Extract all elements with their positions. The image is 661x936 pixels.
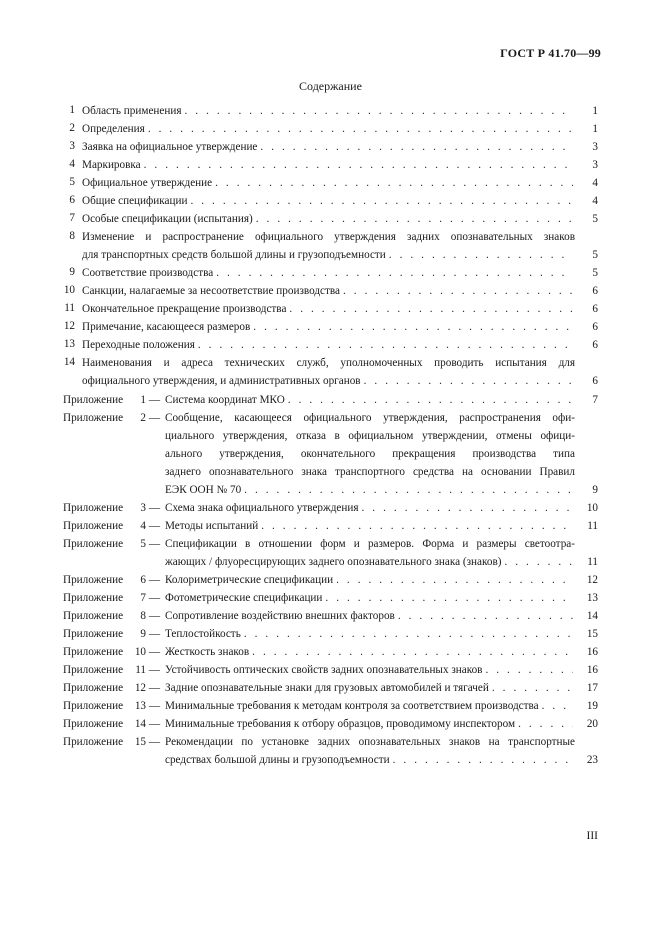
appendix-number: 7 —	[140, 592, 160, 604]
toc-entry-line	[165, 481, 575, 499]
toc-entry-line	[165, 427, 575, 445]
toc-entry-section	[0, 156, 661, 174]
dot-leader	[260, 138, 573, 156]
section-title	[82, 318, 575, 336]
section-number: 13	[63, 338, 75, 350]
toc-entry-line	[165, 571, 575, 589]
appendix-prefix: Приложение	[63, 718, 124, 730]
toc-entry-text: Система координат МКО	[165, 394, 285, 406]
toc-entry-section	[0, 318, 661, 336]
appendix-number: 9 —	[140, 628, 160, 640]
toc-entry-text: официального утверждения, и административных органов	[82, 375, 361, 387]
toc-entry-text: для транспортных средств большой длины и грузоподъемности	[82, 249, 386, 261]
appendix-prefix: Приложение	[63, 538, 124, 550]
toc-entry-appendix	[0, 733, 661, 769]
section-title	[82, 336, 575, 354]
page-ref: 11	[587, 556, 598, 568]
section-title	[82, 174, 575, 192]
toc-entry-line	[165, 499, 575, 517]
toc-entry-text: Теплостойкость	[165, 628, 241, 640]
dot-leader	[190, 192, 573, 210]
section-title	[82, 138, 575, 156]
appendix-prefix: Приложение	[63, 412, 124, 424]
dot-leader	[518, 715, 573, 733]
dot-leader	[144, 156, 573, 174]
toc-entry-text: заднего опознавательного знака транспортного средства на основании Правил	[165, 466, 575, 478]
section-title	[82, 300, 575, 318]
appendix-prefix: Приложение	[63, 502, 124, 514]
toc-entry-line	[82, 300, 575, 318]
toc-entry-appendix	[0, 391, 661, 409]
dot-leader	[252, 643, 573, 661]
dot-leader	[215, 174, 573, 192]
toc-entry-text: циального утверждения, отказа в официальном утверждении, отмены офици-	[165, 430, 575, 442]
toc-entry-line	[165, 751, 575, 769]
dot-leader	[336, 571, 573, 589]
toc-entry-text: Официальное утверждение	[82, 177, 213, 189]
toc-entry-appendix	[0, 571, 661, 589]
appendix-title	[165, 409, 575, 499]
page-ref: 19	[586, 700, 598, 712]
dot-leader	[288, 391, 573, 409]
toc-entry-line	[165, 643, 575, 661]
page-ref: 3	[592, 159, 598, 171]
toc-entry-text: Санкции, налагаемые за несоответствие производства	[82, 285, 340, 297]
toc-entry-appendix	[0, 589, 661, 607]
toc-entry-line	[165, 445, 575, 463]
toc-entry-appendix	[0, 535, 661, 571]
toc-entry-text: Переходные положения	[82, 339, 195, 351]
page-ref: 16	[586, 646, 598, 658]
toc-entry-line	[82, 174, 575, 192]
toc-entry-text: Особые спецификации (испытания)	[82, 213, 253, 225]
toc-entry-text: Минимальные требования к отбору образцов, проводимому инспектором	[165, 718, 516, 730]
toc-entry-appendix	[0, 679, 661, 697]
appendix-title	[165, 697, 575, 715]
toc-entry-appendix	[0, 409, 661, 499]
appendix-prefix: Приложение	[63, 646, 124, 658]
section-number: 4	[69, 158, 75, 170]
toc-entry-section	[0, 228, 661, 264]
document-number: ГОСТ Р 41.70—99	[500, 46, 601, 60]
toc-entry-line	[82, 120, 575, 138]
section-number: 11	[64, 302, 75, 314]
toc-entry-appendix	[0, 697, 661, 715]
section-title	[82, 102, 575, 120]
appendix-number: 11 —	[135, 664, 160, 676]
page-ref: 4	[592, 195, 598, 207]
toc-entry-text: Соответствие производства	[82, 267, 214, 279]
toc-entry-text: средствах большой длины и грузоподъемности	[165, 754, 390, 766]
appendix-prefix: Приложение	[63, 520, 124, 532]
toc-entry-section	[0, 138, 661, 156]
appendix-prefix: Приложение	[63, 736, 124, 748]
appendix-prefix: Приложение	[63, 574, 124, 586]
dot-leader	[289, 300, 573, 318]
section-number: 3	[69, 140, 75, 152]
page-ref: 6	[592, 285, 598, 297]
toc-entry-text: Общие спецификации	[82, 195, 188, 207]
appendix-number: 8 —	[140, 610, 160, 622]
page-ref: 1	[592, 105, 598, 117]
appendix-title	[165, 607, 575, 625]
appendix-title	[165, 715, 575, 733]
page-ref: 20	[586, 718, 598, 730]
toc-entry-text: Изменение и распространение официального утверждения задних опознавательных знаков	[82, 231, 575, 243]
page-ref: 4	[592, 177, 598, 189]
page-ref: 1	[592, 123, 598, 135]
appendix-title	[165, 499, 575, 517]
toc-entry-text: ЕЭК ООН № 70	[165, 484, 242, 496]
toc-entry-text: жающих / флуоресцирующих заднего опознавательного знака (знаков)	[165, 556, 502, 568]
toc-entry-section	[0, 282, 661, 300]
page-ref: 23	[586, 754, 598, 766]
toc-entry-line	[82, 138, 575, 156]
appendix-title	[165, 733, 575, 769]
toc-entry-line	[82, 264, 575, 282]
dot-leader	[389, 246, 573, 264]
dot-leader	[253, 318, 573, 336]
section-number: 7	[69, 212, 75, 224]
section-title	[82, 264, 575, 282]
section-title	[82, 156, 575, 174]
toc-entry-line	[165, 625, 575, 643]
dot-leader	[256, 210, 573, 228]
toc-entry-text: Заявка на официальное утверждение	[82, 141, 258, 153]
dot-leader	[148, 120, 573, 138]
toc-entry-line	[165, 715, 575, 733]
section-title	[82, 228, 575, 264]
appendix-number: 5 —	[140, 538, 160, 550]
page-ref: 6	[592, 303, 598, 315]
appendix-title	[165, 517, 575, 535]
toc-entry-text: Окончательное прекращение производства	[82, 303, 287, 315]
toc-entry-line	[165, 607, 575, 625]
toc-entry-section	[0, 210, 661, 228]
page-ref: 11	[587, 520, 598, 532]
toc-entry-line	[165, 517, 575, 535]
appendix-number: 14 —	[134, 718, 160, 730]
section-title	[82, 282, 575, 300]
toc-entry-text: Сопротивление воздействию внешних факторов	[165, 610, 395, 622]
toc-entry-appendix	[0, 643, 661, 661]
section-title	[82, 192, 575, 210]
toc-entry-line	[82, 372, 575, 390]
page-ref: 5	[592, 213, 598, 225]
toc-entry-line	[165, 679, 575, 697]
appendix-title	[165, 643, 575, 661]
toc-entry-appendix	[0, 517, 661, 535]
toc-entry-line	[82, 156, 575, 174]
toc-entry-line	[165, 553, 575, 571]
toc-entry-line	[82, 354, 575, 372]
appendix-title	[165, 571, 575, 589]
toc-entry-section	[0, 192, 661, 210]
page-ref: 6	[592, 375, 598, 387]
toc-entry-text: Устойчивость оптических свойств задних опознавательных знаков	[165, 664, 483, 676]
section-number: 6	[69, 194, 75, 206]
appendix-prefix: Приложение	[63, 664, 124, 676]
appendix-number: 1 —	[140, 394, 160, 406]
dot-leader	[542, 697, 573, 715]
toc-entry-section	[0, 102, 661, 120]
section-number: 10	[63, 284, 75, 296]
toc-entry-text: Определения	[82, 123, 145, 135]
page-ref: 14	[586, 610, 598, 622]
toc-entry-line	[82, 210, 575, 228]
appendix-title	[165, 625, 575, 643]
page-ref: 12	[586, 574, 598, 586]
section-number: 12	[63, 320, 75, 332]
appendix-number: 4 —	[140, 520, 160, 532]
toc-entry-text: Наименования и адреса технических служб, уполномоченных проводить испытания для	[82, 357, 575, 369]
toc-entry-line	[165, 697, 575, 715]
page-ref: 17	[586, 682, 598, 694]
dot-leader	[216, 264, 573, 282]
dot-leader	[492, 679, 573, 697]
toc-entry-text: Область применения	[82, 105, 182, 117]
toc-entry-text: Колориметрические спецификации	[165, 574, 334, 586]
dot-leader	[261, 517, 573, 535]
appendix-prefix: Приложение	[63, 610, 124, 622]
page-ref: 5	[592, 249, 598, 261]
appendix-number: 2 —	[140, 412, 160, 424]
dot-leader	[343, 282, 573, 300]
section-title	[82, 120, 575, 138]
section-number: 2	[69, 122, 75, 134]
section-number: 1	[69, 104, 75, 116]
toc-entry-line	[82, 246, 575, 264]
appendix-prefix: Приложение	[63, 394, 124, 406]
toc-entry-text: Примечание, касающееся размеров	[82, 321, 251, 333]
toc-entry-line	[165, 661, 575, 679]
appendix-prefix: Приложение	[63, 682, 124, 694]
appendix-prefix: Приложение	[63, 628, 124, 640]
appendix-number: 12 —	[134, 682, 160, 694]
appendix-number: 3 —	[140, 502, 160, 514]
page-ref: 15	[586, 628, 598, 640]
section-number: 9	[69, 266, 75, 278]
toc-entry-line	[82, 192, 575, 210]
dot-leader	[198, 336, 573, 354]
dot-leader	[362, 499, 573, 517]
toc-entry-appendix	[0, 715, 661, 733]
dot-leader	[325, 589, 573, 607]
appendix-prefix: Приложение	[63, 592, 124, 604]
section-title	[82, 210, 575, 228]
toc-entry-text: Методы испытаний	[165, 520, 259, 532]
dot-leader	[184, 102, 573, 120]
dot-leader	[244, 481, 573, 499]
toc-entry-text: Минимальные требования к методам контроля за соответствием производства	[165, 700, 539, 712]
toc-entry-line	[165, 733, 575, 751]
toc-entry-line	[165, 391, 575, 409]
page-ref: 16	[586, 664, 598, 676]
toc-entry-appendix	[0, 499, 661, 517]
dot-leader	[393, 751, 573, 769]
toc-entry-line	[82, 102, 575, 120]
toc-entry-text: Задние опознавательные знаки для грузовых автомобилей и тягачей	[165, 682, 489, 694]
toc-entry-line	[165, 463, 575, 481]
appendix-number: 15 —	[134, 736, 160, 748]
appendix-title	[165, 391, 575, 409]
dot-leader	[485, 661, 573, 679]
toc-entry-section	[0, 354, 661, 390]
toc-entry-section	[0, 336, 661, 354]
section-number: 8	[69, 230, 75, 242]
page-title: Содержание	[299, 79, 362, 93]
toc-entry-line	[82, 318, 575, 336]
toc-entry-text: Сообщение, касающееся официального утверждения, распространения офи-	[165, 412, 575, 424]
toc-entry-appendix	[0, 607, 661, 625]
appendix-number: 6 —	[140, 574, 160, 586]
toc-entry-text: Жесткость знаков	[165, 646, 250, 658]
toc-entry-line	[165, 535, 575, 553]
toc-entry-text: Маркировка	[82, 159, 141, 171]
toc-entry-section	[0, 120, 661, 138]
toc-entry-section	[0, 264, 661, 282]
toc-entry-line	[82, 228, 575, 246]
section-title	[82, 354, 575, 390]
appendix-title	[165, 679, 575, 697]
toc-entry-appendix	[0, 625, 661, 643]
section-number: 14	[63, 356, 75, 368]
page-number: III	[586, 830, 598, 842]
appendix-title	[165, 661, 575, 679]
page-ref: 10	[586, 502, 598, 514]
toc-entry-section	[0, 174, 661, 192]
dot-leader	[244, 625, 573, 643]
toc-entry-line	[165, 409, 575, 427]
dot-leader	[504, 553, 573, 571]
toc-entry-section	[0, 300, 661, 318]
appendix-prefix: Приложение	[63, 700, 124, 712]
dot-leader	[398, 607, 573, 625]
dot-leader	[364, 372, 573, 390]
page-ref: 3	[592, 141, 598, 153]
page-ref: 6	[592, 339, 598, 351]
appendix-number: 10 —	[134, 646, 160, 658]
toc-entry-line	[82, 336, 575, 354]
page-ref: 5	[592, 267, 598, 279]
page-ref: 7	[592, 394, 598, 406]
toc-entry-line	[165, 589, 575, 607]
appendix-number: 13 —	[134, 700, 160, 712]
toc-entry-text: ального утверждения, окончательного прекращения производства типа	[165, 448, 575, 460]
toc-entry-text: Спецификации в отношении форм и размеров. Форма и размеры светоотра-	[165, 538, 575, 550]
page-ref: 13	[586, 592, 598, 604]
toc-entry-text: Фотометрические спецификации	[165, 592, 323, 604]
toc-entry-text: Схема знака официального утверждения	[165, 502, 359, 514]
appendix-title	[165, 589, 575, 607]
toc-entry-text: Рекомендации по установке задних опознавательных знаков на транспортные	[165, 736, 575, 748]
toc-entry-line	[82, 282, 575, 300]
page-ref: 9	[592, 484, 598, 496]
toc-entry-appendix	[0, 661, 661, 679]
section-number: 5	[69, 176, 75, 188]
appendix-title	[165, 535, 575, 571]
page-ref: 6	[592, 321, 598, 333]
